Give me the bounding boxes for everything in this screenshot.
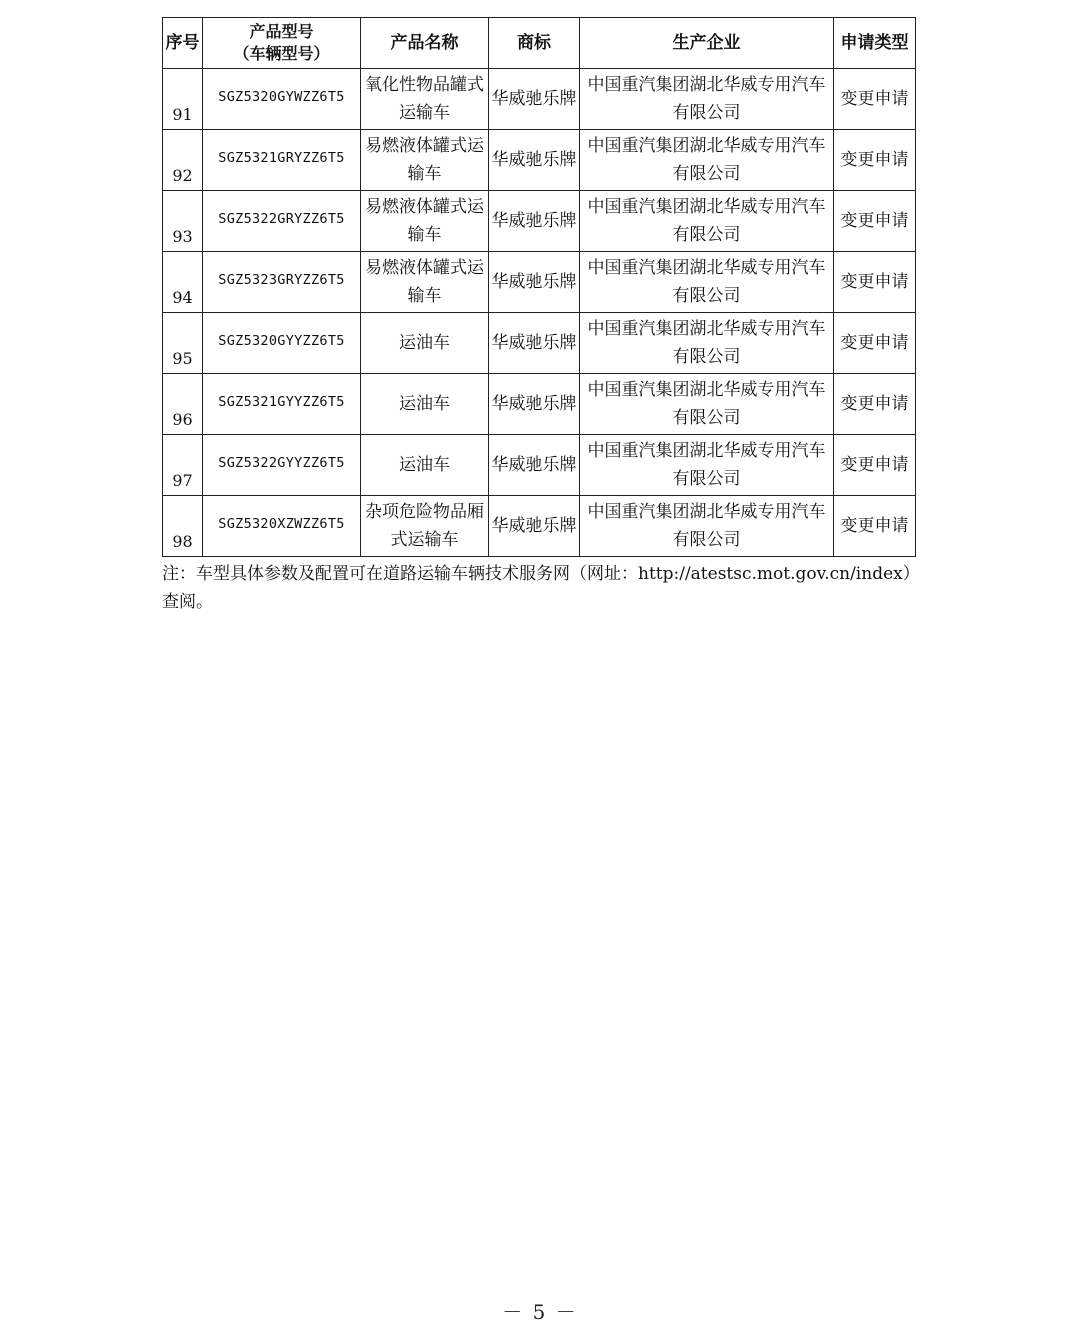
header-maker: 生产企业 [580, 18, 834, 69]
cell-seq: 92 [163, 130, 203, 191]
header-type: 申请类型 [834, 18, 916, 69]
table-row [163, 435, 916, 496]
cell-model: SGZ5320XZWZZ6T5 [203, 496, 361, 557]
vehicle-table [162, 17, 916, 557]
cell-maker: 中国重汽集团湖北华威专用汽车有限公司 [580, 496, 834, 557]
cell-brand: 华威驰乐牌 [489, 313, 580, 374]
header-seq: 序号 [163, 18, 203, 69]
cell-model: SGZ5320GYWZZ6T5 [203, 69, 361, 130]
cell-maker: 中国重汽集团湖北华威专用汽车有限公司 [580, 435, 834, 496]
cell-model: SGZ5321GRYZZ6T5 [203, 130, 361, 191]
cell-model: SGZ5320GYYZZ6T5 [203, 313, 361, 374]
cell-type: 变更申请 [834, 191, 916, 252]
cell-type: 变更申请 [834, 496, 916, 557]
cell-brand: 华威驰乐牌 [489, 191, 580, 252]
cell-brand: 华威驰乐牌 [489, 130, 580, 191]
cell-name: 运油车 [361, 435, 489, 496]
cell-brand: 华威驰乐牌 [489, 252, 580, 313]
header-name: 产品名称 [361, 18, 489, 69]
table-row [163, 374, 916, 435]
table-row [163, 313, 916, 374]
table-row [163, 496, 916, 557]
header-model-line1: 产品型号 [249, 22, 314, 41]
cell-brand: 华威驰乐牌 [489, 496, 580, 557]
cell-maker: 中国重汽集团湖北华威专用汽车有限公司 [580, 374, 834, 435]
cell-seq: 98 [163, 496, 203, 557]
cell-model: SGZ5322GRYZZ6T5 [203, 191, 361, 252]
cell-brand: 华威驰乐牌 [489, 435, 580, 496]
cell-model: SGZ5321GYYZZ6T5 [203, 374, 361, 435]
table-footnote: 注：车型具体参数及配置可在道路运输车辆技术服务网（网址：http://atestsc.mot.gov.cn/index）查阅。 [162, 564, 920, 612]
cell-model: SGZ5323GRYZZ6T5 [203, 252, 361, 313]
cell-type: 变更申请 [834, 435, 916, 496]
header-row [163, 18, 916, 69]
cell-name: 运油车 [361, 374, 489, 435]
table-row [163, 252, 916, 313]
cell-model: SGZ5322GYYZZ6T5 [203, 435, 361, 496]
cell-seq: 93 [163, 191, 203, 252]
page-number: － 5 － [502, 1300, 578, 1324]
cell-type: 变更申请 [834, 130, 916, 191]
header-model-line2: （车辆型号） [233, 44, 330, 63]
cell-seq: 91 [163, 69, 203, 130]
cell-maker: 中国重汽集团湖北华威专用汽车有限公司 [580, 252, 834, 313]
cell-maker: 中国重汽集团湖北华威专用汽车有限公司 [580, 69, 834, 130]
cell-seq: 94 [163, 252, 203, 313]
cell-type: 变更申请 [834, 252, 916, 313]
table-header [163, 18, 916, 69]
table-body [163, 69, 916, 557]
table-row [163, 69, 916, 130]
document-sheet [162, 17, 920, 616]
cell-seq: 97 [163, 435, 203, 496]
cell-brand: 华威驰乐牌 [489, 69, 580, 130]
cell-maker: 中国重汽集团湖北华威专用汽车有限公司 [580, 130, 834, 191]
cell-name: 运油车 [361, 313, 489, 374]
cell-name: 易燃液体罐式运输车 [361, 191, 489, 252]
cell-maker: 中国重汽集团湖北华威专用汽车有限公司 [580, 191, 834, 252]
table-row [163, 191, 916, 252]
cell-brand: 华威驰乐牌 [489, 374, 580, 435]
cell-seq: 95 [163, 313, 203, 374]
cell-seq: 96 [163, 374, 203, 435]
cell-type: 变更申请 [834, 374, 916, 435]
cell-type: 变更申请 [834, 69, 916, 130]
cell-type: 变更申请 [834, 313, 916, 374]
header-brand: 商标 [489, 18, 580, 69]
cell-maker: 中国重汽集团湖北华威专用汽车有限公司 [580, 313, 834, 374]
cell-name: 氧化性物品罐式运输车 [361, 69, 489, 130]
cell-name: 易燃液体罐式运输车 [361, 252, 489, 313]
header-model [203, 18, 361, 69]
cell-name: 杂项危险物品厢式运输车 [361, 496, 489, 557]
cell-name: 易燃液体罐式运输车 [361, 130, 489, 191]
table-row [163, 130, 916, 191]
